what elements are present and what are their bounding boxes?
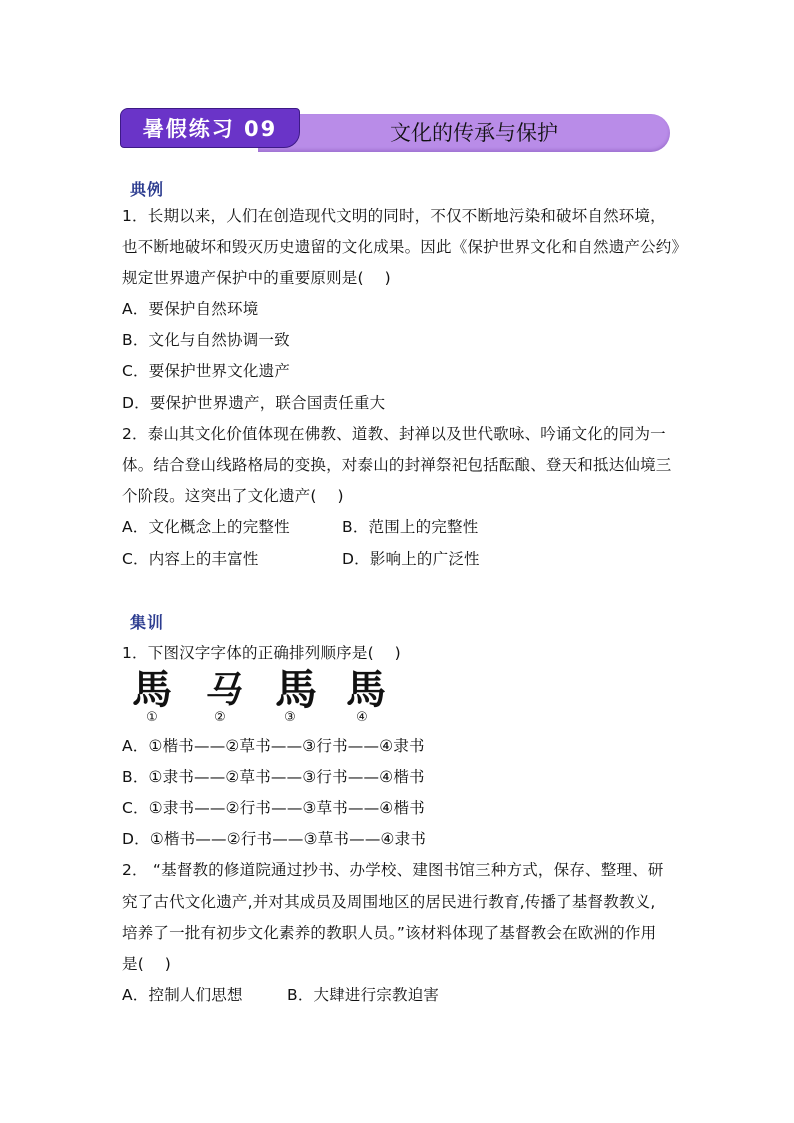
question-line: 规定世界遗产保护中的重要原则是( ) bbox=[122, 269, 391, 287]
page-title: 文化的传承与保护 bbox=[390, 121, 558, 145]
option-d: D．①楷书——②行书——③草书——④隶书 bbox=[122, 830, 427, 848]
option-a: A．文化概念上的完整性 bbox=[122, 518, 290, 536]
section-label-examples: 典例 bbox=[130, 180, 165, 199]
glyph-3: 馬 bbox=[274, 665, 317, 714]
question-line: 个阶段。这突出了文化遗产( ) bbox=[122, 487, 344, 505]
title-banner bbox=[120, 108, 672, 154]
option-a: A．①楷书——②草书——③行书——④隶书 bbox=[122, 737, 425, 755]
option-c: C．①隶书——②行书——③草书——④楷书 bbox=[122, 799, 425, 817]
exercise-tag: 暑假练习 09 bbox=[120, 108, 300, 148]
option-c: C．内容上的丰富性 bbox=[122, 550, 259, 568]
question-line: 是( ) bbox=[122, 955, 172, 973]
question-line: 体。结合登山线路格局的变换，对泰山的封禅祭祀包括酝酿、登天和抵达仙境三 bbox=[122, 456, 672, 474]
glyph-2: 马 bbox=[203, 669, 240, 711]
question-line: 2．泰山其文化价值体现在佛教、道教、封禅以及世代歌咏、吟诵文化的同为一 bbox=[122, 425, 666, 443]
question-line: 2． “基督教的修道院通过抄书、办学校、建图书馆三种方式，保存、整理、研 bbox=[122, 861, 664, 879]
glyph-number: ④ bbox=[356, 710, 368, 725]
question-line: 培养了一批有初步文化素养的教职人员。”该材料体现了基督教会在欧洲的作用 bbox=[122, 924, 657, 942]
option-b: B．文化与自然协调一致 bbox=[122, 331, 290, 349]
option-b: B．范围上的完整性 bbox=[342, 518, 479, 536]
question-line: 究了古代文化遗产,并对其成员及周围地区的居民进行教育,传播了基督教教义, bbox=[122, 893, 656, 911]
section-label-practice: 集训 bbox=[130, 613, 165, 632]
option-b: B．大肆进行宗教迫害 bbox=[287, 986, 440, 1004]
option-d: D．影响上的广泛性 bbox=[342, 550, 480, 568]
question-line: 1．长期以来，人们在创造现代文明的同时，不仅不断地污染和破坏自然环境， bbox=[122, 207, 666, 225]
option-a: A．控制人们思想 bbox=[122, 986, 243, 1004]
question-line: 也不断地破坏和毁灭历史遗留的文化成果。因此《保护世界文化和自然遗产公约》 bbox=[122, 238, 688, 256]
glyph-1: 馬 bbox=[132, 666, 172, 713]
option-c: C．要保护世界文化遗产 bbox=[122, 362, 291, 380]
calligraphy-figure bbox=[122, 665, 412, 730]
glyph-number: ③ bbox=[284, 710, 296, 725]
glyph-number: ① bbox=[146, 710, 158, 725]
question-line: 1．下图汉字字体的正确排列顺序是( ) bbox=[122, 644, 401, 662]
option-b: B．①隶书——②草书——③行书——④楷书 bbox=[122, 768, 425, 786]
option-a: A．要保护自然环境 bbox=[122, 300, 259, 318]
glyph-number: ② bbox=[214, 710, 226, 725]
glyph-4: 馬 bbox=[346, 666, 386, 713]
option-d: D．要保护世界遗产，联合国责任重大 bbox=[122, 394, 386, 412]
